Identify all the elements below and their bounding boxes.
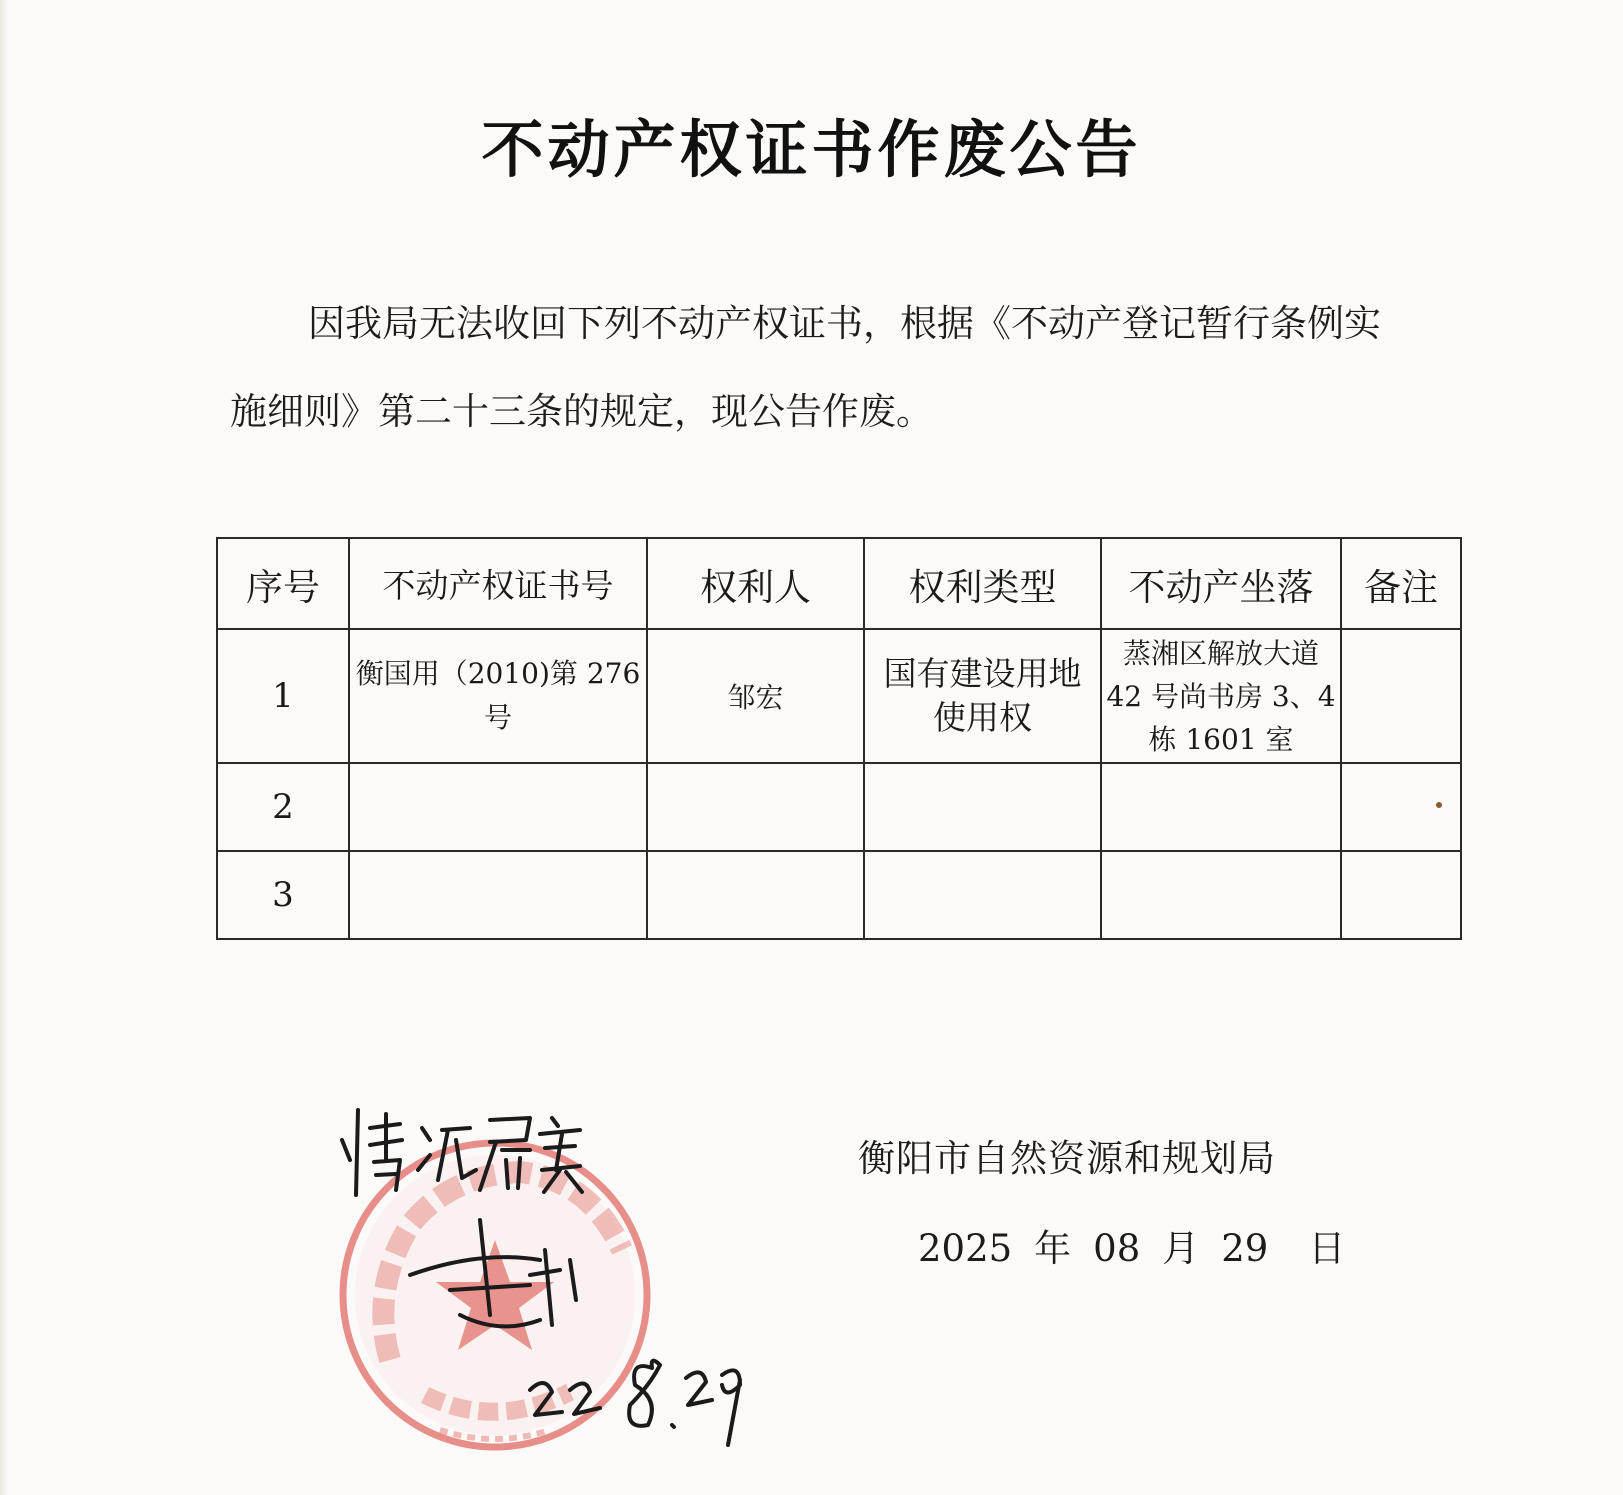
issuing-authority: 衡阳市自然资源和规划局 bbox=[858, 1137, 1276, 1180]
handwritten-signature bbox=[330, 1100, 790, 1470]
cell-index: 1 bbox=[217, 629, 349, 763]
table-row bbox=[217, 851, 1461, 939]
cell-index: 3 bbox=[217, 851, 349, 939]
page-title: 不动产权证书作废公告 bbox=[481, 113, 1142, 186]
cell-certificate-no bbox=[349, 851, 647, 939]
date-month: 08 bbox=[1093, 1227, 1141, 1270]
header-certificate-no: 不动产权证书号 bbox=[349, 538, 647, 629]
date-year-label: 年 bbox=[1034, 1227, 1072, 1270]
date-year: 2025 bbox=[918, 1227, 1013, 1270]
cell-right-type bbox=[864, 763, 1101, 851]
cell-holder: 邹宏 bbox=[647, 629, 864, 763]
date-day: 29 bbox=[1221, 1227, 1269, 1270]
date-month-label: 月 bbox=[1162, 1227, 1200, 1270]
scan-speck bbox=[1436, 802, 1442, 808]
certificate-table bbox=[216, 537, 1462, 940]
date-day-label: 日 bbox=[1308, 1227, 1346, 1270]
scan-edge bbox=[0, 0, 8, 1495]
cell-certificate-no: 衡国用（2010)第 276 号 bbox=[349, 629, 647, 763]
cell-right-type bbox=[864, 851, 1101, 939]
header-remark: 备注 bbox=[1341, 538, 1461, 629]
header-index: 序号 bbox=[217, 538, 349, 629]
cell-index: 2 bbox=[217, 763, 349, 851]
cell-location: 蒸湘区解放大道 42 号尚书房 3、4 栋 1601 室 bbox=[1101, 629, 1341, 763]
cell-remark bbox=[1341, 629, 1461, 763]
cell-holder bbox=[647, 851, 864, 939]
header-location: 不动产坐落 bbox=[1101, 538, 1341, 629]
header-right-type: 权利类型 bbox=[864, 538, 1101, 629]
cell-location bbox=[1101, 763, 1341, 851]
table-header-row bbox=[217, 538, 1461, 629]
cell-remark bbox=[1341, 851, 1461, 939]
cell-holder bbox=[647, 763, 864, 851]
cell-right-type: 国有建设用地使用权 bbox=[864, 629, 1101, 763]
announcement-body: 因我局无法收回下列不动产权证书，根据《不动产登记暂行条例实施细则》第二十三条的规定，现公告作废。 bbox=[230, 302, 1381, 433]
cell-certificate-no bbox=[349, 763, 647, 851]
issue-date bbox=[918, 1218, 1345, 1272]
table-row bbox=[217, 629, 1461, 763]
header-holder: 权利人 bbox=[647, 538, 864, 629]
cell-remark bbox=[1341, 763, 1461, 851]
cell-location bbox=[1101, 851, 1341, 939]
table-row bbox=[217, 763, 1461, 851]
